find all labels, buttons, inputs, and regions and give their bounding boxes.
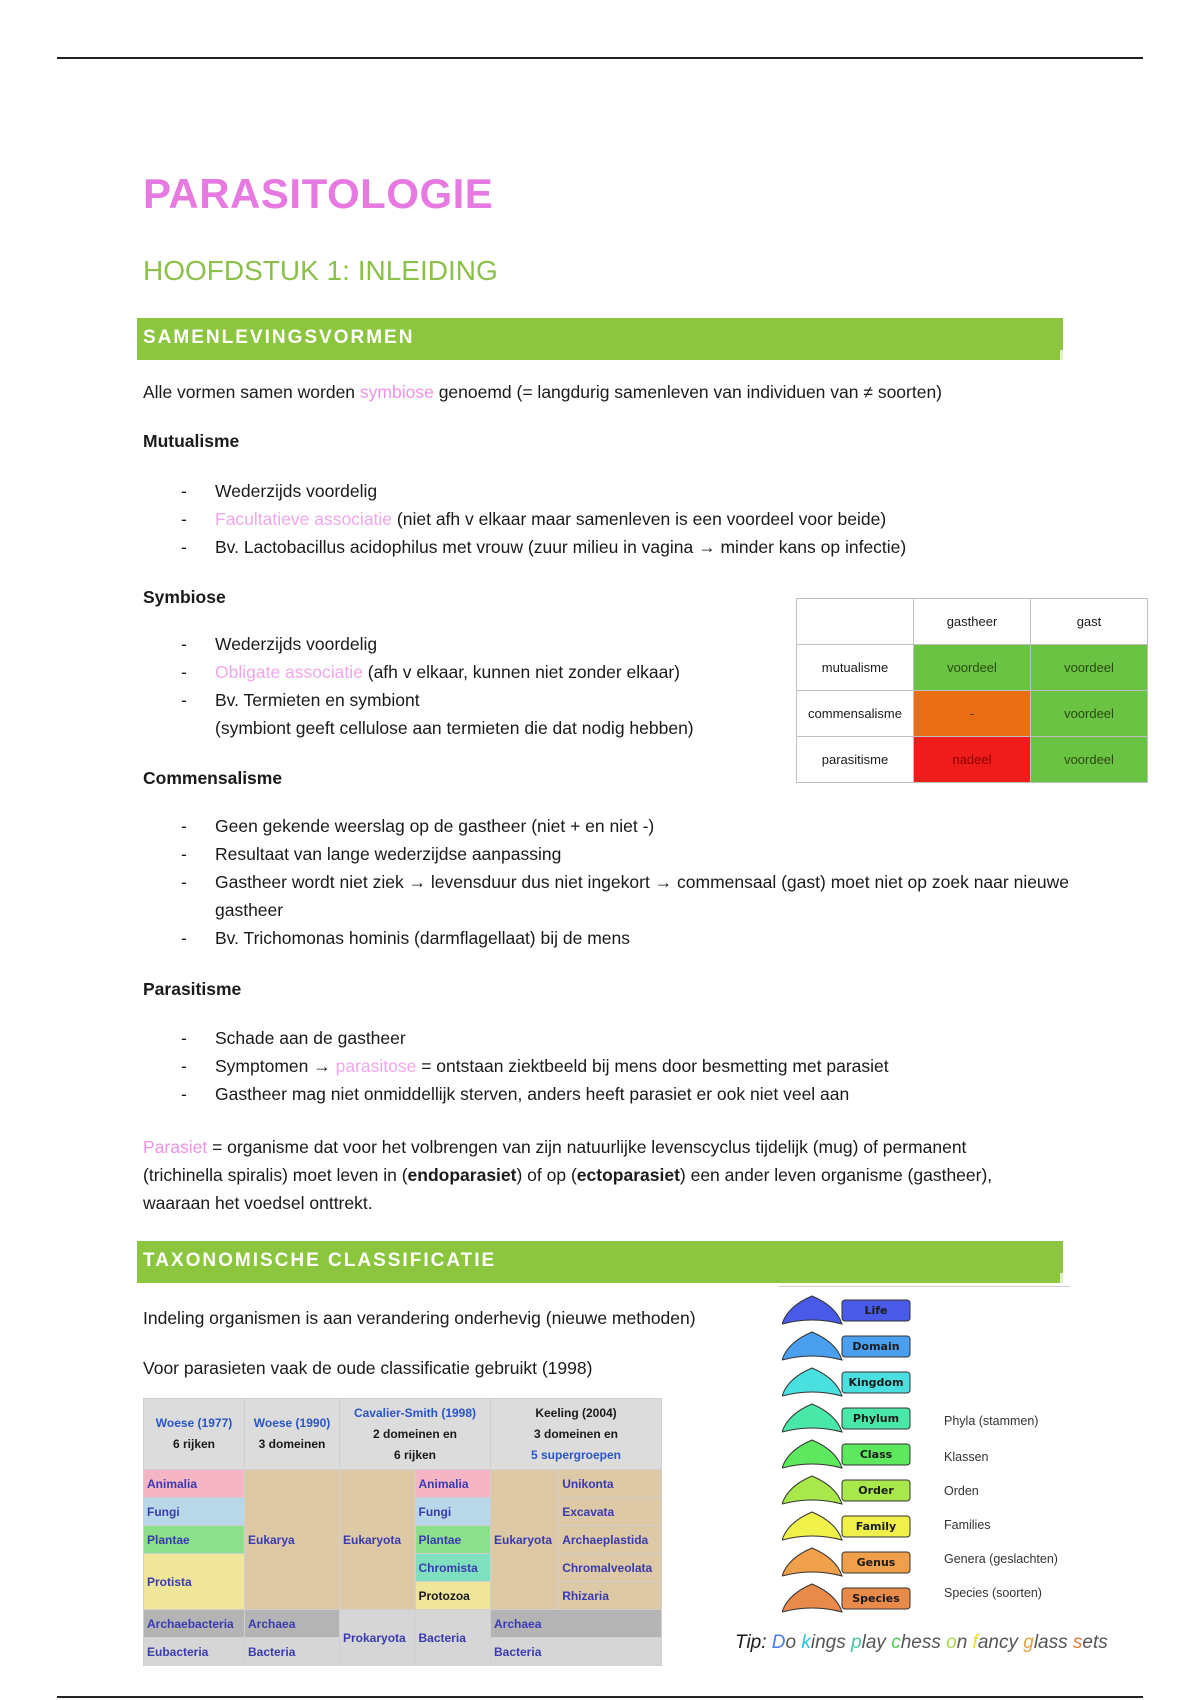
taxonomy-level-species: [782, 1584, 910, 1612]
host-effect: -: [914, 691, 1031, 737]
taxonomy-label: Klassen: [944, 1450, 989, 1464]
table-cell: Eubacteria: [144, 1638, 245, 1666]
tip-word: fancy: [972, 1632, 1024, 1653]
list-item: - Bv. Lactobacillus acidophilus met vrouw (zuur milieu in vagina → minder kans op infectie): [181, 537, 907, 557]
section-heading: SAMENLEVINGSVORMEN: [143, 327, 415, 348]
table-cell: Fungi: [415, 1498, 491, 1526]
page-title: PARASITOLOGIE: [143, 170, 494, 217]
band-corner: [1060, 350, 1063, 360]
taxonomy-level-label: Genus: [856, 1556, 896, 1569]
table-row: [797, 599, 1148, 645]
section-band-samenlevingsvormen: [137, 318, 1063, 360]
header-woese-1977: Woese (1977) 6 rijken: [144, 1399, 245, 1470]
table-cell: Bacteria: [415, 1610, 491, 1666]
table-cell: Bacteria: [245, 1638, 340, 1666]
header-gast: gast: [1031, 599, 1148, 645]
tip-word: play: [851, 1632, 892, 1653]
section-heading: TAXONOMISCHE CLASSIFICATIE: [143, 1250, 497, 1271]
guest-effect: voordeel: [1031, 737, 1148, 783]
header-cavalier-smith: Cavalier-Smith (1998) 2 domeinen en 6 rijken: [340, 1399, 491, 1470]
taxonomy-level-kingdom: [782, 1368, 910, 1396]
list-commensalisme: [143, 812, 1083, 952]
list-item: - Wederzijds voordelig: [181, 634, 378, 654]
table-row: [144, 1610, 662, 1638]
table-row: [144, 1399, 662, 1470]
taxonomy-label: Families: [944, 1518, 991, 1532]
list-item: - Bv. Trichomonas hominis (darmflagellaat) bij de mens: [181, 928, 630, 948]
taxonomy-bell: [782, 1368, 842, 1396]
tip-word: kings: [801, 1632, 852, 1653]
taxonomy-bell: [782, 1440, 842, 1468]
table-cell: Bacteria: [491, 1638, 662, 1666]
term-symbiose: symbiose: [359, 382, 434, 402]
table-cell: Excavata: [559, 1498, 662, 1526]
taxonomy-level-label: Kingdom: [848, 1376, 904, 1389]
list-item: - Resultaat van lange wederzijdse aanpassing: [181, 844, 562, 864]
guest-effect: voordeel: [1031, 645, 1148, 691]
taxonomy-label: Phyla (stammen): [944, 1414, 1039, 1428]
taxonomy-level-label: Order: [858, 1484, 894, 1497]
taxonomy-bell: [782, 1476, 842, 1504]
table-cell: Plantae: [144, 1526, 245, 1554]
table-cell: Protista: [144, 1554, 245, 1610]
taxonomy-bell: [782, 1404, 842, 1432]
taxonomy-level-label: Phylum: [852, 1412, 900, 1425]
table-row: [797, 737, 1148, 783]
taxonomy-level-label: Species: [852, 1592, 900, 1605]
taxonomy-level-label: Class: [859, 1448, 893, 1461]
table-cell: Eukaryota: [491, 1470, 559, 1610]
tip-label: Tip:: [735, 1632, 767, 1653]
taxonomy-label: Orden: [944, 1484, 979, 1498]
taxonomy-label: Genera (geslachten): [944, 1552, 1058, 1566]
list-item: - Obligate associatie (afh v elkaar, kunnen niet zonder elkaar): [181, 662, 681, 682]
list-mutualisme: [143, 477, 1083, 561]
taxonomy-level-class: [782, 1440, 910, 1468]
taxonomy-p1: Indeling organismen is aan verandering onderhevig (nieuwe methoden): [143, 1308, 696, 1328]
list-item: - Symptomen → parasitose = ontstaan ziektbeeld bij mens door besmetting met parasiet: [181, 1056, 889, 1076]
parasiet-definition: Parasiet = organisme dat voor het volbrengen van zijn natuurlijke levenscyclus tijdelijk (mug) of permanent (trichinella spiralis) moet leven in (endoparasiet) of op (ectoparasiet) een ander leven organisme (gastheer), waaraan het voedsel onttrekt.: [143, 1137, 993, 1213]
taxonomy-bell: [782, 1332, 842, 1360]
taxonomy-level-family: [782, 1512, 910, 1540]
table-cell: Protozoa: [415, 1582, 491, 1610]
taxonomy-p2: Voor parasieten vaak de oude classificatie gebruikt (1998): [143, 1358, 593, 1378]
tip-word: chess: [891, 1632, 947, 1653]
taxonomy-bell: [782, 1584, 842, 1612]
row-label: mutualisme: [797, 645, 914, 691]
relation-table: [796, 598, 1148, 783]
section-band-taxonomie: [137, 1241, 1063, 1283]
taxonomy-level-genus: [782, 1548, 910, 1576]
host-effect: nadeel: [914, 737, 1031, 783]
header-keeling: Keeling (2004) 3 domeinen en 5 supergroepen: [491, 1399, 662, 1470]
taxonomy-label: Species (soorten): [944, 1586, 1042, 1600]
table-cell: [797, 599, 914, 645]
bottom-rule: [57, 1696, 1143, 1698]
top-rule: [57, 57, 1143, 59]
table-cell: Archaea: [491, 1610, 662, 1638]
heading-commensalisme: Commensalisme: [143, 768, 283, 788]
list-parasitisme: [143, 1024, 1083, 1108]
mnemonic-tip: [735, 1632, 1108, 1654]
table-cell: Eukarya: [245, 1470, 340, 1610]
taxonomy-level-label: Life: [864, 1304, 888, 1317]
taxonomy-level-domain: [782, 1332, 910, 1360]
classification-table: [143, 1398, 662, 1666]
table-row: [797, 645, 1148, 691]
list-item: - Wederzijds voordelig: [181, 481, 378, 501]
table-cell: Eukaryota: [340, 1470, 416, 1610]
table-cell: Animalia: [144, 1470, 245, 1498]
table-cell: Chromista: [415, 1554, 491, 1582]
taxonomy-divider: [778, 1286, 1070, 1287]
term-parasiet: Parasiet: [143, 1137, 208, 1157]
list-item: - Bv. Termieten en symbiont (symbiont geeft cellulose aan termieten die dat nodig hebben): [181, 690, 694, 738]
table-cell: Prokaryota: [340, 1610, 416, 1666]
taxonomy-bell: [782, 1296, 842, 1324]
taxonomy-bell: [782, 1512, 842, 1540]
table-cell: Fungi: [144, 1498, 245, 1526]
table-cell: Archaebacteria: [144, 1610, 245, 1638]
intro-paragraph: Alle vormen samen worden symbiose genoemd (= langdurig samenleven van individuen van ≠ soorten): [143, 382, 943, 402]
list-item: - Schade aan de gastheer: [181, 1028, 406, 1048]
row-label: commensalisme: [797, 691, 914, 737]
list-symbiose: [143, 630, 763, 742]
heading-parasitisme: Parasitisme: [143, 979, 242, 999]
table-cell: Plantae: [415, 1526, 491, 1554]
heading-mutualisme: Mutualisme: [143, 431, 240, 451]
guest-effect: voordeel: [1031, 691, 1148, 737]
list-item: - Gastheer mag niet onmiddellijk sterven, anders heeft parasiet er ook niet veel aan: [181, 1084, 850, 1104]
header-woese-1990: Woese (1990) 3 domeinen: [245, 1399, 340, 1470]
table-cell: Animalia: [415, 1470, 491, 1498]
table-cell: Chromalveolata: [559, 1554, 662, 1582]
taxonomy-level-life: [782, 1296, 910, 1324]
tip-word: Do: [771, 1632, 802, 1653]
taxonomy-bell: [782, 1548, 842, 1576]
list-item: - Gastheer wordt niet ziek → levensduur dus niet ingekort → commensaal (gast) moet niet op zoek naar nieuwe gastheer: [181, 872, 1070, 920]
tip-words: [772, 1632, 1108, 1653]
table-row: [797, 691, 1148, 737]
table-cell: Rhizaria: [559, 1582, 662, 1610]
taxonomy-level-order: [782, 1476, 910, 1504]
table-cell: Archaea: [245, 1610, 340, 1638]
tip-word: sets: [1072, 1632, 1108, 1653]
tip-word: glass: [1023, 1632, 1073, 1653]
heading-symbiose: Symbiose: [143, 587, 226, 607]
taxonomy-level-phylum: [782, 1404, 910, 1432]
band-corner: [1060, 1273, 1063, 1283]
row-label: parasitisme: [797, 737, 914, 783]
taxonomy-level-label: Family: [855, 1520, 897, 1533]
table-row: [144, 1470, 662, 1498]
header-gastheer: gastheer: [914, 599, 1031, 645]
table-cell: Unikonta: [559, 1470, 662, 1498]
chapter-title: HOOFDSTUK 1: INLEIDING: [143, 255, 498, 286]
tip-word: on: [946, 1632, 973, 1653]
list-item: - Geen gekende weerslag op de gastheer (niet + en niet -): [181, 816, 655, 836]
table-cell: Archaeplastida: [559, 1526, 662, 1554]
host-effect: voordeel: [914, 645, 1031, 691]
taxonomy-level-label: Domain: [852, 1340, 900, 1353]
list-item: - Facultatieve associatie (niet afh v elkaar maar samenleven is een voordeel voor beide): [181, 509, 887, 529]
